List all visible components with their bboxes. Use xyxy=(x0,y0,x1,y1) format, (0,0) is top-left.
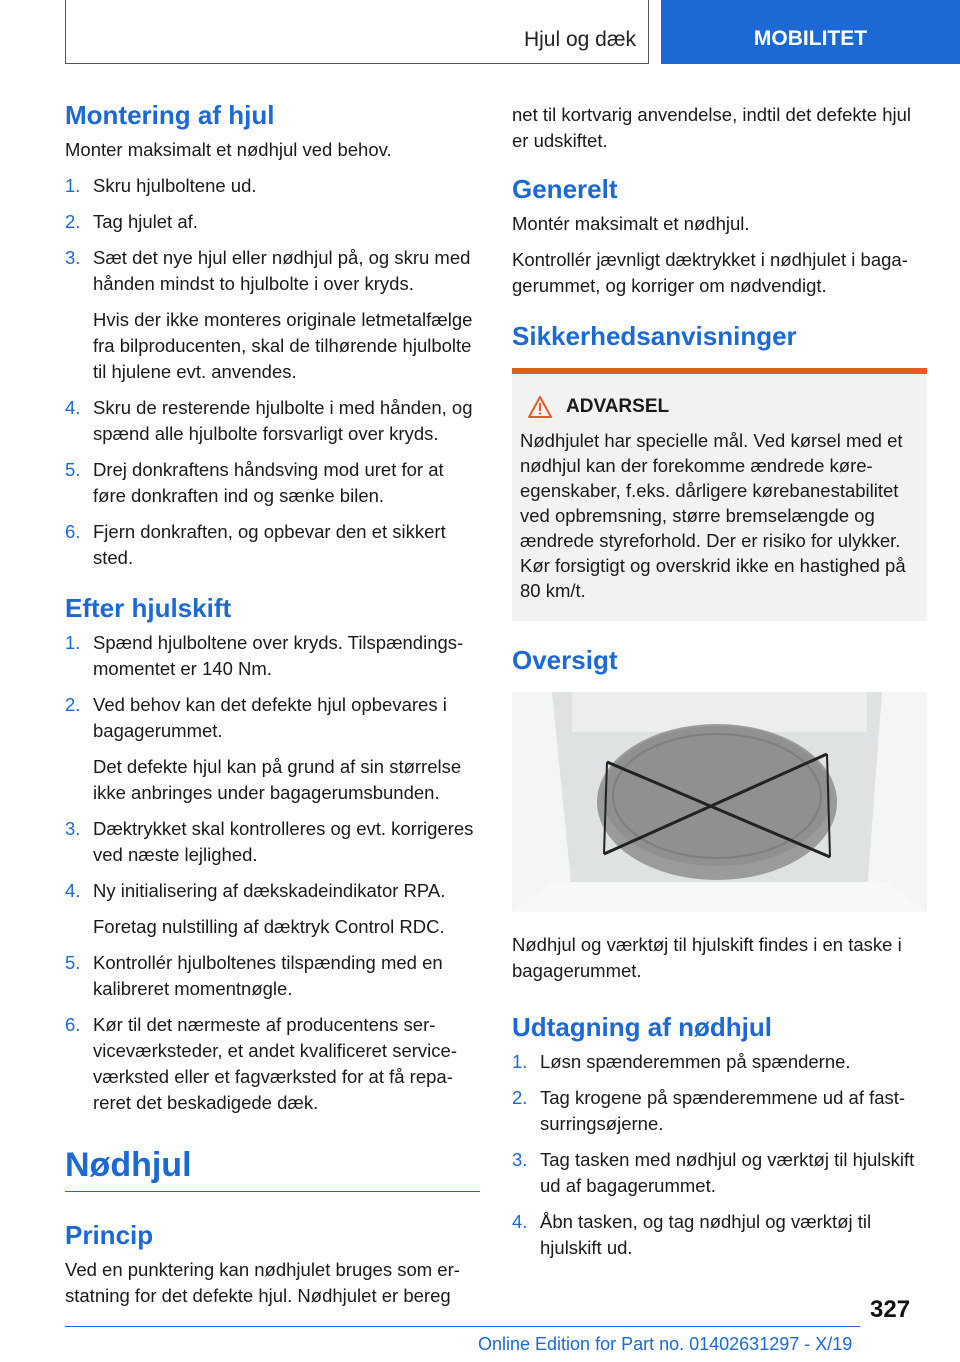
sikker-title: Sikkerhedsanvisninger xyxy=(512,321,797,351)
list-item xyxy=(65,209,480,235)
list-item xyxy=(512,1147,927,1199)
list-item-text: Skru hjulboltene ud. xyxy=(93,175,257,196)
header-section: Hjul og dæk xyxy=(523,28,636,51)
montering-steps xyxy=(65,173,480,571)
list-item xyxy=(512,1085,927,1137)
udtag-steps xyxy=(512,1049,927,1261)
list-item-number: 1. xyxy=(512,1051,528,1072)
list-item-text: Fjern donkraften, og opbevar den et sikkert sted. xyxy=(93,521,446,568)
list-item-number: 6. xyxy=(65,521,81,542)
list-item xyxy=(65,519,480,571)
warning-text: Nødhjulet har specielle mål. Ved kørsel med et nødhjul kan der forekomme ændrede køreegenskaber, f.eks. dårligere kørebanestabilitet ved opbremsning, større bremselængde og ændrede styreforhold. Der er risiko for ulykker. Kør forsigtigt og overskrid ikke en hastighed på 80 km/t. xyxy=(520,430,906,601)
list-item-number: 4. xyxy=(65,397,81,418)
warning-title: ADVARSEL xyxy=(566,396,670,417)
list-item-text: Kontrollér hjulboltenes tilspænding med en kalibreret momentnøgle. xyxy=(93,952,443,999)
list-item-number: 4. xyxy=(65,880,81,901)
generelt-p1: Montér maksimalt et nødhjul. xyxy=(512,213,750,234)
montering-title: Montering af hjul xyxy=(65,100,275,130)
continued-text: net til kortvarig anvendelse, indtil det defekte hjul er udskiftet. xyxy=(512,104,912,151)
oversigt-title: Oversigt xyxy=(512,645,618,675)
header-chapter-tab xyxy=(661,0,960,64)
princip-text: Ved en punktering kan nødhjulet bruges som erstatning for det defekte hjul. Nødhjulet er bereg xyxy=(65,1259,460,1306)
list-item-number: 2. xyxy=(512,1087,528,1108)
right-column xyxy=(512,102,927,1271)
list-item-text: Tag hjulet af. xyxy=(93,211,198,232)
list-item-text: Åbn tasken, og tag nødhjul og værktøj til hjulskift ud. xyxy=(540,1211,872,1258)
list-item-text: Spænd hjulboltene over kryds. Tilspændingsmomentet er 140 Nm. xyxy=(93,632,464,679)
list-item-number: 3. xyxy=(512,1149,528,1170)
list-item-text: Dæktrykket skal kontrolleres og evt. korrigeres ved næste lejlighed. xyxy=(93,818,474,865)
udtag-title: Udtagning af nødhjul xyxy=(512,1012,772,1042)
list-item-text: Drej donkraftens håndsving mod uret for at føre donkraften ind og sænke bilen. xyxy=(93,459,444,506)
list-item xyxy=(65,950,480,1002)
list-item-number: 1. xyxy=(65,632,81,653)
list-item-number: 6. xyxy=(65,1014,81,1035)
list-item-note: Hvis der ikke monteres originale letmetalfælge fra bilproducenten, skal de tilhørende hjulbolte til hjulene evt. anvendes. xyxy=(93,309,473,382)
efter-steps xyxy=(65,630,480,1116)
list-item xyxy=(65,878,480,940)
list-item-text: Sæt det nye hjul eller nødhjul på, og skru med hånden mindst to hjulbolte i over kryds. xyxy=(93,247,471,294)
nodhjul-title: Nødhjul xyxy=(65,1146,192,1184)
list-item-text: Tag tasken med nødhjul og værktøj til hjulskift ud af bagagerummet. xyxy=(540,1149,915,1196)
list-item-number: 5. xyxy=(65,952,81,973)
list-item-number: 3. xyxy=(65,247,81,268)
left-column xyxy=(65,100,480,1319)
montering-intro: Monter maksimalt et nødhjul ved behov. xyxy=(65,139,392,160)
list-item-text: Kør til det nærmeste af producentens serviceværksteder, et andet kvalificeret serviceværksted eller et fagværksted for at få repareret det beskadigede dæk. xyxy=(93,1014,457,1113)
list-item xyxy=(512,1209,927,1261)
list-item-number: 4. xyxy=(512,1211,528,1232)
footer-rule xyxy=(65,1326,860,1327)
princip-title: Princip xyxy=(65,1220,154,1250)
list-item xyxy=(65,173,480,199)
warning-header xyxy=(528,396,919,418)
header-chapter-label: MOBILITET xyxy=(753,27,868,50)
list-item xyxy=(65,816,480,868)
spare-wheel-illustration xyxy=(512,692,927,912)
list-item-text: Ved behov kan det defekte hjul opbevares i bagagerummet. xyxy=(93,694,447,741)
list-item-number: 5. xyxy=(65,459,81,480)
spare-wheel-photo xyxy=(512,692,927,912)
footer-edition xyxy=(478,1334,852,1355)
warning-box xyxy=(512,368,927,621)
list-item xyxy=(512,1049,927,1075)
photo-caption: Nødhjul og værktøj til hjulskift findes i en taske i bagagerummet. xyxy=(512,934,902,981)
list-item xyxy=(65,457,480,509)
list-item xyxy=(65,245,480,385)
list-item-text: Tag krogene på spænderemmene ud af fastsurringsøjerne. xyxy=(540,1087,906,1134)
warning-triangle-icon xyxy=(528,396,552,418)
list-item-number: 1. xyxy=(65,175,81,196)
list-item-number: 2. xyxy=(65,211,81,232)
list-item-number: 3. xyxy=(65,818,81,839)
list-item-text: Ny initialisering af dækskadeindikator RPA. xyxy=(93,880,446,901)
header-box xyxy=(65,0,649,64)
list-item xyxy=(65,395,480,447)
list-item xyxy=(65,1012,480,1116)
list-item-text: Løsn spænderemmen på spænderne. xyxy=(540,1051,851,1072)
list-item-text: Skru de resterende hjulbolte i med hånden, og spænd alle hjulbolte forsvarligt over kryds. xyxy=(93,397,473,444)
nodhjul-rule xyxy=(65,1191,480,1192)
efter-title: Efter hjulskift xyxy=(65,593,232,623)
list-item xyxy=(65,692,480,806)
list-item-note: Det defekte hjul kan på grund af sin størrelse ikke anbringes under bagagerumsbunden. xyxy=(93,756,462,803)
generelt-title: Generelt xyxy=(512,174,618,204)
generelt-p2: Kontrollér jævnligt dæktrykket i nødhjulet i bagagerummet, og korriger om nødvendigt. xyxy=(512,249,908,296)
footer-edition-text: Online Edition for Part no. 01402631297 - X/19 xyxy=(478,1334,853,1354)
list-item xyxy=(65,630,480,682)
list-item-note: Foretag nulstilling af dæktryk Control RDC. xyxy=(93,916,445,937)
list-item-number: 2. xyxy=(65,694,81,715)
page-number: 327 xyxy=(870,1296,911,1323)
